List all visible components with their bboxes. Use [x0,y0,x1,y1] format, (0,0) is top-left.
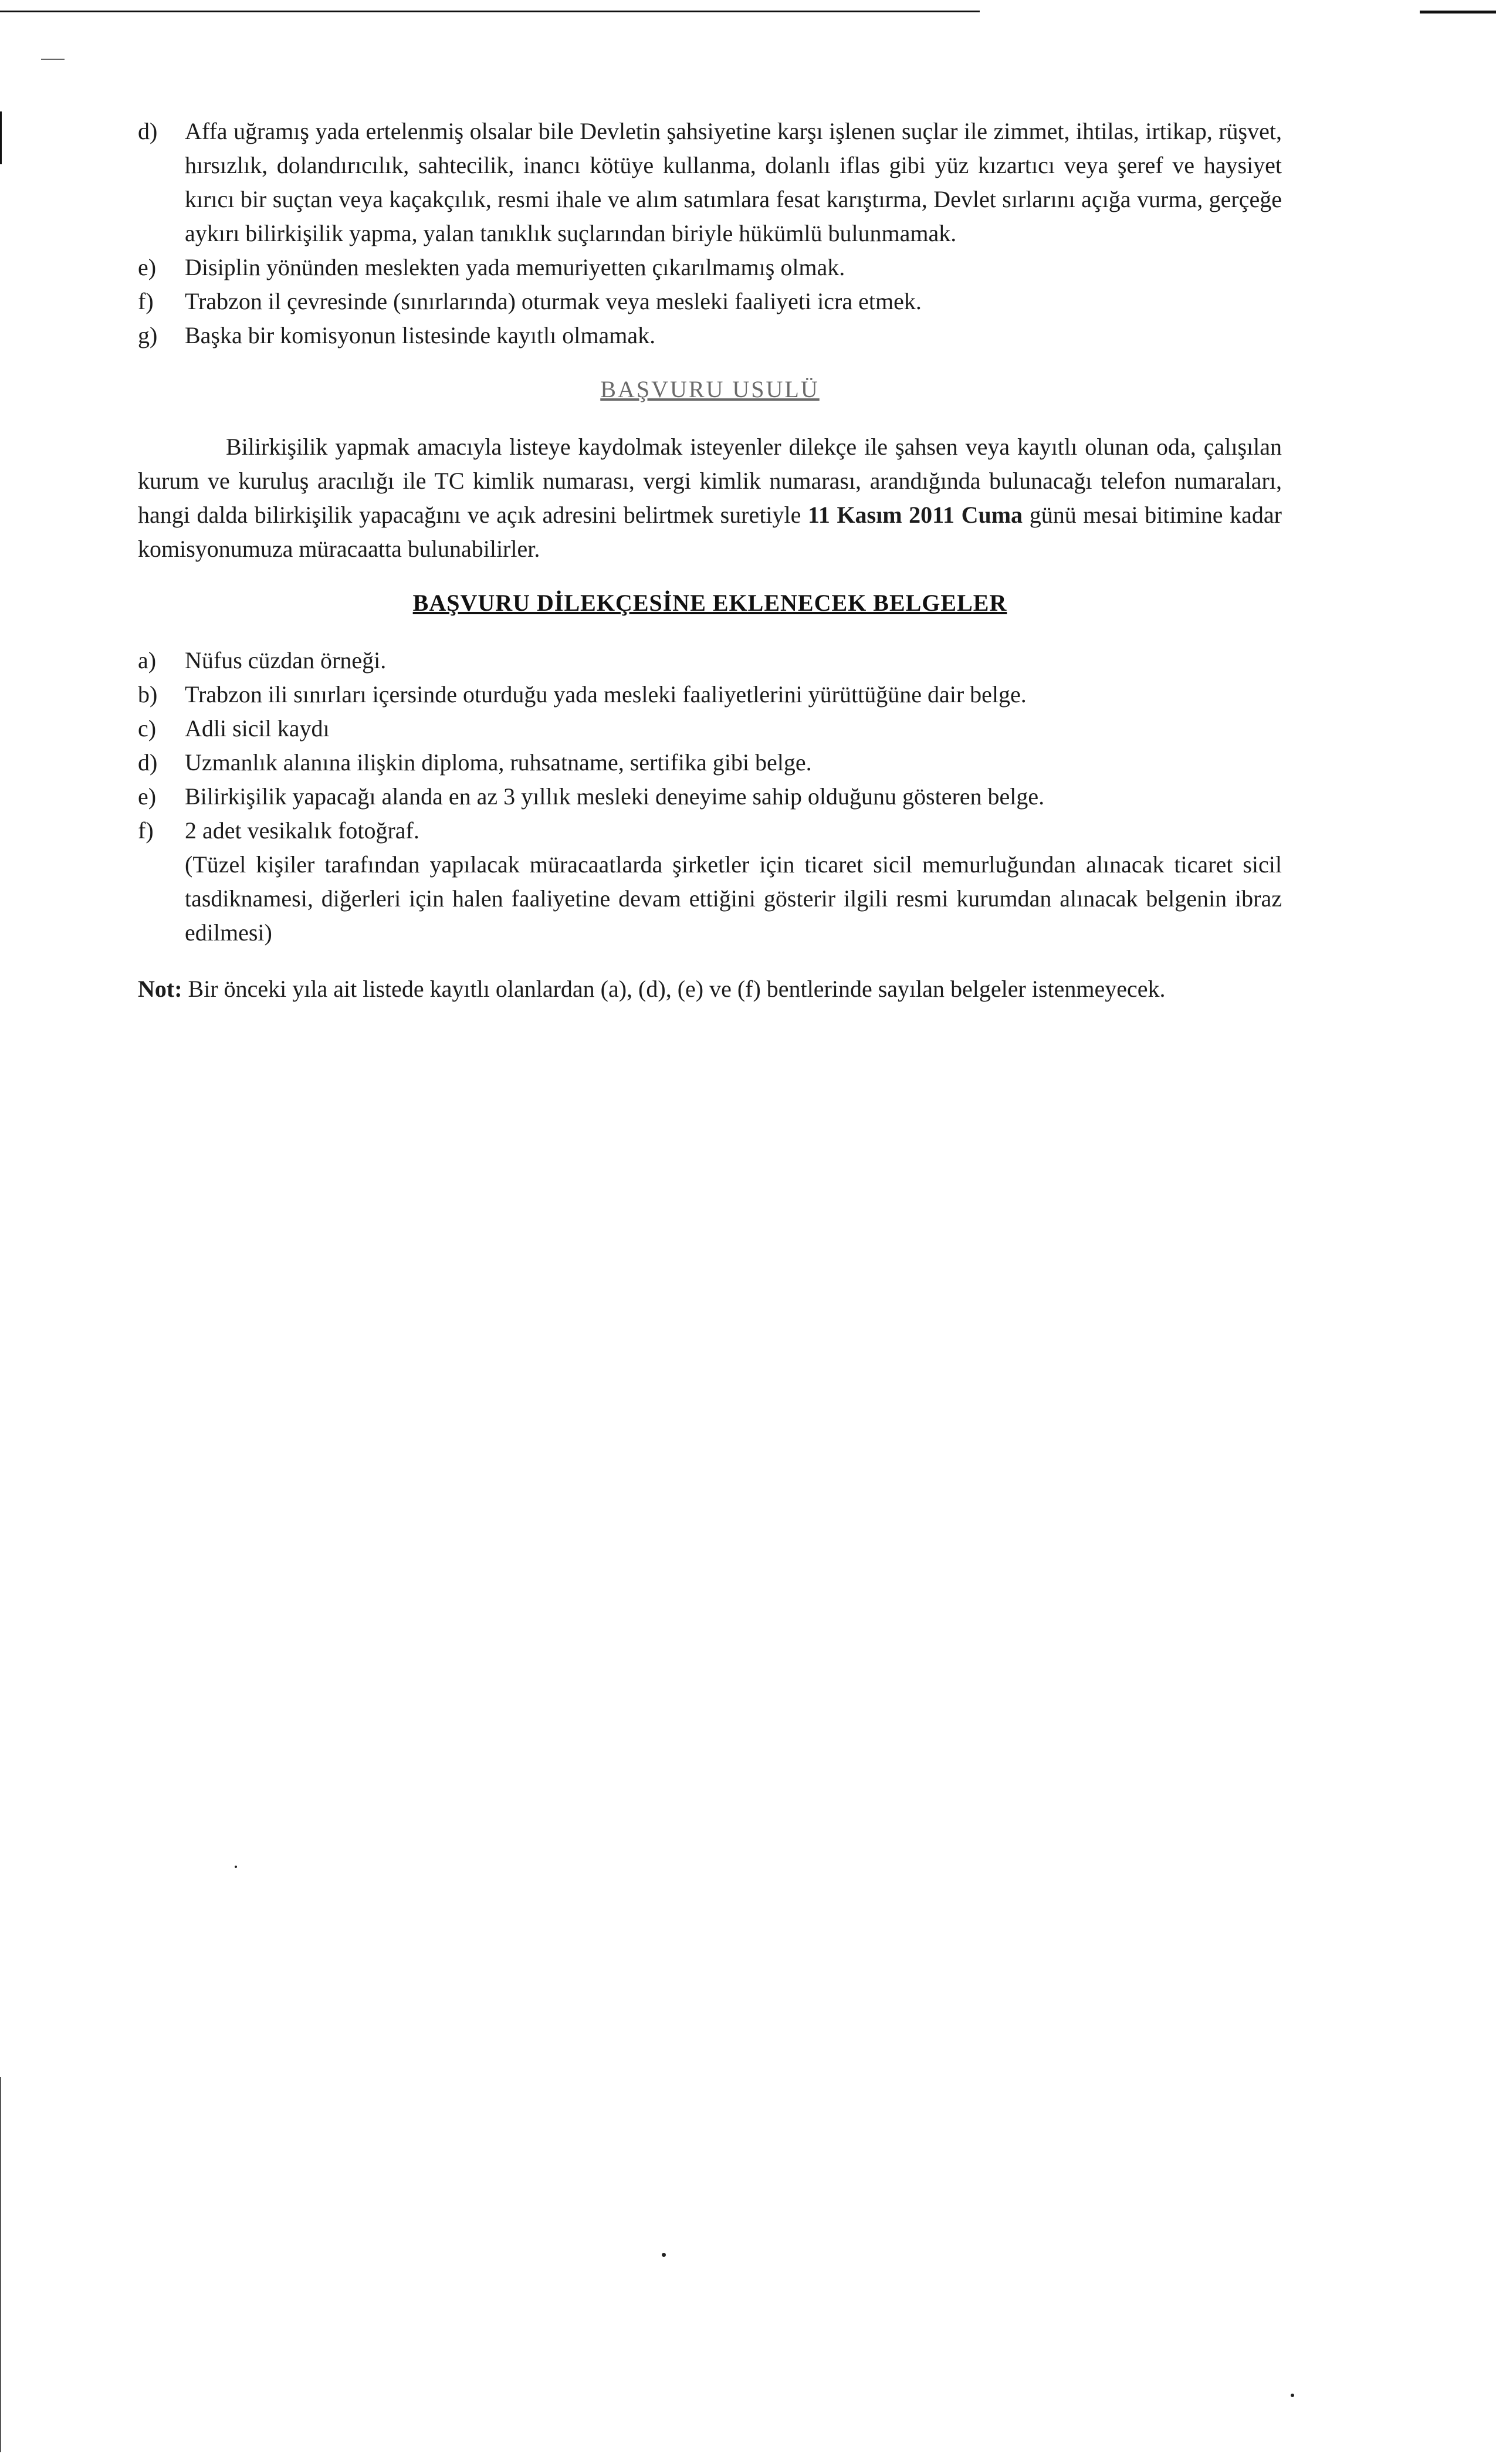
item-text: Bilirkişilik yapacağı alanda en az 3 yıllık mesleki deneyime sahip olduğunu gösteren belge. [185,783,1045,810]
scan-edge-line [0,11,980,12]
note-text: Bir önceki yıla ait listede kayıtlı olanlardan (a), (d), (e) ve (f) bentlerinde sayılan belgeler istenmeyecek. [188,976,1166,1002]
item-text: Adli sicil kaydı [185,715,330,742]
item-text: Trabzon ili sınırları içersinde oturduğu yada mesleki faaliyetlerini yürüttüğüne dair belge. [185,681,1027,708]
item-marker: e) [138,783,157,810]
section-title-required-documents: BAŞVURU DİLEKÇESİNE EKLENECEK BELGELER [412,590,1007,616]
list-item [138,712,1282,746]
list-subnote [138,848,1282,950]
list-item [138,319,1282,353]
section-title-application-procedure: BAŞVURU USULÜ [600,376,820,402]
scan-edge-line-right [1420,11,1496,13]
list-item [138,114,1282,251]
list-item [138,285,1282,319]
list-item [138,746,1282,780]
item-text: Disiplin yönünden meslekten yada memuriyetten çıkarılmamış olmak. [185,254,845,280]
list-item [138,814,1282,848]
item-marker: a) [138,647,157,673]
subnote-text: (Tüzel kişiler tarafından yapılacak müracaatlarda şirketler için ticaret sicil memurluğundan alınacak ticaret sicil tasdiknamesi, diğerleri için halen faaliyetine devam ettiğini gösterir ilgili resmi kurumdan alınacak belgenin ibraz edilmesi) [185,851,1282,946]
scan-mark [41,59,65,60]
document-body [138,114,1282,1006]
list-item [138,678,1282,712]
paragraph-text: Bilirkişilik yapmak amacıyla listeye kaydolmak isteyenler dilekçe ile şahsen veya kayıtlı olunan oda, çalışılan kurum ve kuruluş aracılığı ile TC kimlik numarası, vergi kimlik numarası, arandığında bulunacağı telefon numaraları, hangi dalda bilirkişilik yapacağını ve açık adresini belirtmek suretiyle [138,434,1282,528]
item-marker: e) [138,254,157,280]
documents-list [138,644,1282,950]
item-text: Affa uğramış yada ertelenmiş olsalar bile Devletin şahsiyetine karşı işlenen suçlar ile zimmet, ihtilas, irtikap, rüşvet, hırsızlık, dolandırıcılık, sahtecilik, inancı kötüye kullanma, dolanlı iflas gibi yüz kızartıcı veya şeref ve haysiyet kırıcı bir suçtan veya kaçakçılık, resmi ihale ve alım satımlara fesat karıştırma, Devlet sırlarını açığa vurma, gerçeğe aykırı bilirkişilik yapma, yalan tanıklık suçlarından biriyle hükümlü bulunmamak. [185,118,1282,246]
scan-left-edge [0,111,2,164]
procedure-paragraph [138,430,1282,566]
item-text: Trabzon il çevresinde (sınırlarında) oturmak veya mesleki faaliyeti icra etmek. [185,288,922,314]
scan-speck [662,2253,666,2257]
scan-speck [1291,2394,1294,2397]
list-item [138,780,1282,814]
note [138,972,1282,1006]
item-text: Başka bir komisyonun listesinde kayıtlı olmamak. [185,322,656,348]
item-marker: d) [138,749,158,776]
item-marker: f) [138,817,154,844]
item-marker: f) [138,288,154,314]
deadline-date: 11 Kasım 2011 Cuma [808,502,1023,528]
item-text: 2 adet vesikalık fotoğraf. [185,817,419,844]
item-marker: c) [138,715,157,742]
item-text: Uzmanlık alanına ilişkin diploma, ruhsatname, sertifika gibi belge. [185,749,812,776]
item-marker: d) [138,118,158,144]
item-marker: b) [138,681,158,708]
list-item [138,251,1282,285]
note-label: Not: [138,976,182,1002]
paragraph-text: günü mesai bitimine kadar komisyonumuza müracaatta bulunabilirler. [138,502,1282,562]
eligibility-list [138,114,1282,353]
scan-speck [235,1866,237,1868]
list-item [138,644,1282,678]
item-marker: g) [138,322,158,348]
item-text: Nüfus cüzdan örneği. [185,647,387,673]
scan-left-edge-lower [0,2077,1,2452]
